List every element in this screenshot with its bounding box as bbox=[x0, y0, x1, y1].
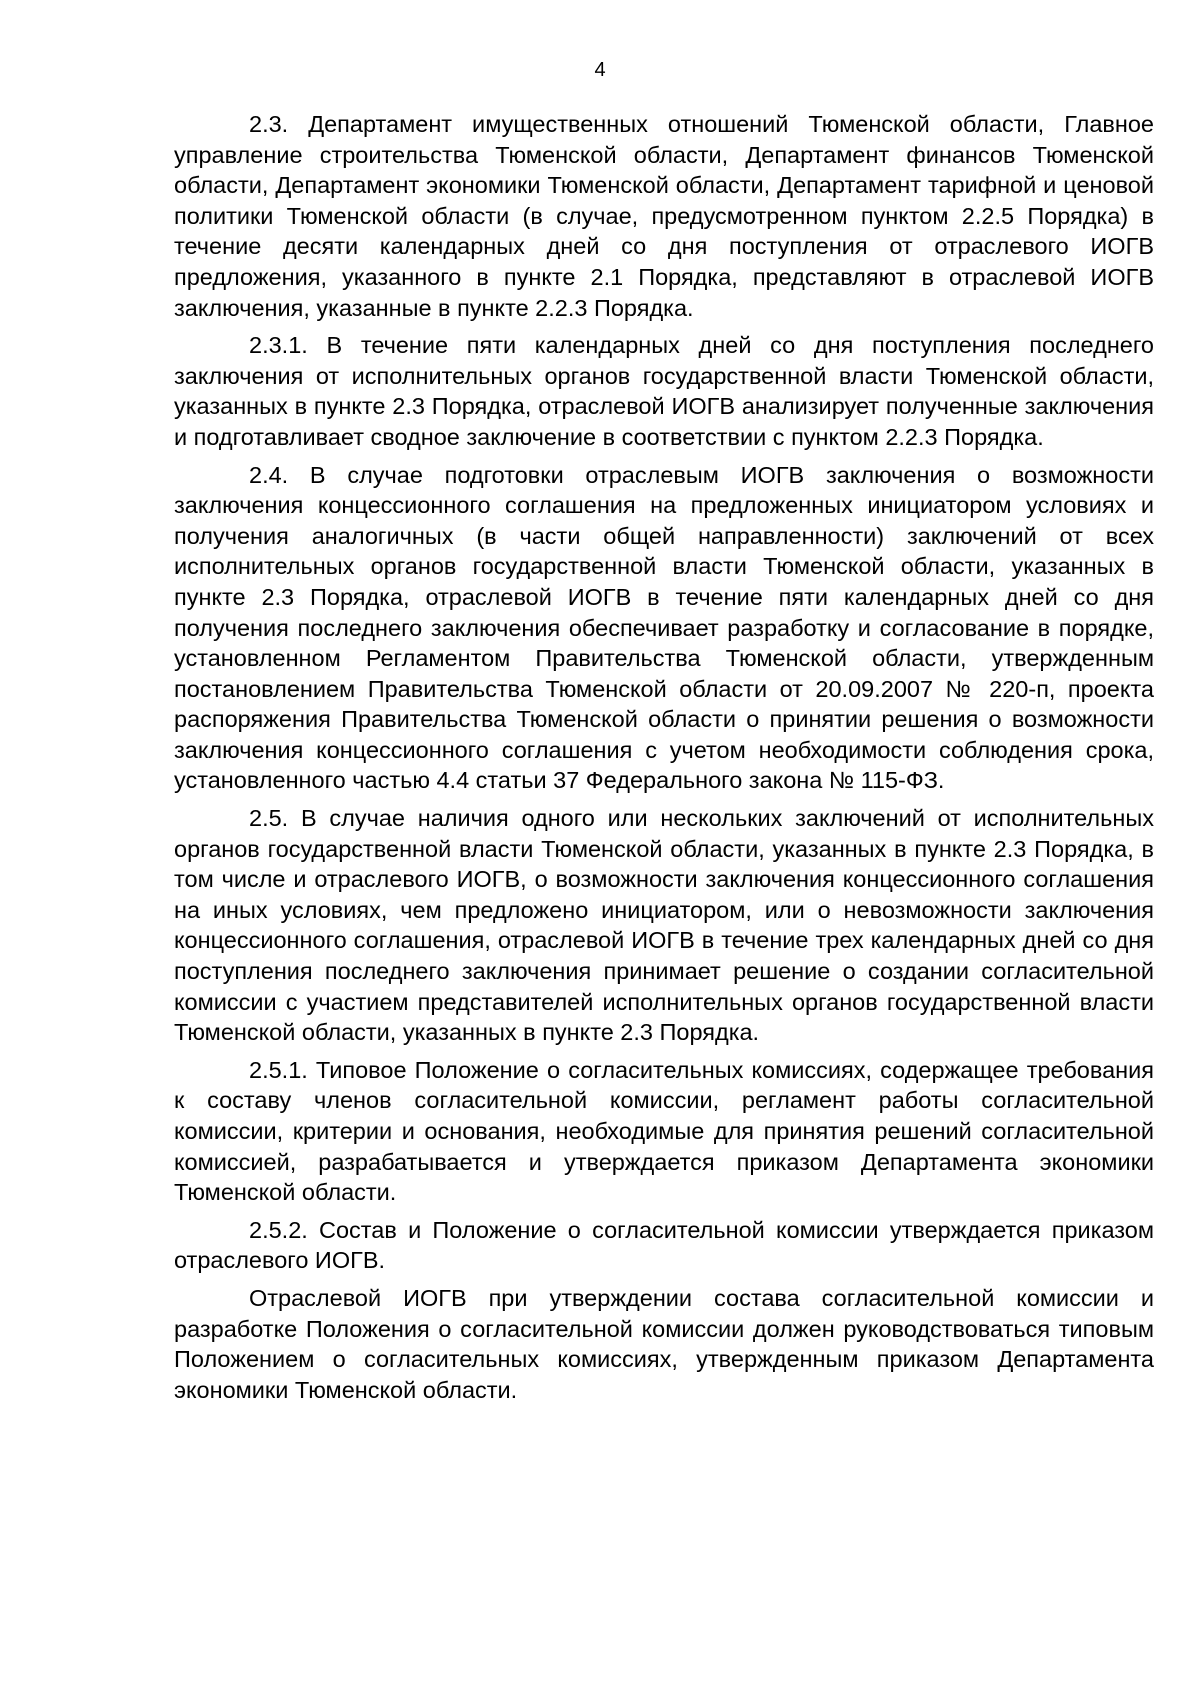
paragraph-2-4: 2.4. В случае подготовки отраслевым ИОГВ заключения о возможности заключения концессионного соглашения на предложенных инициатором условиях и получения аналогичных (в части общей направленности) заключений от всех исполнительных органов государственной власти Тюменской области, указанных в пункте 2.3 Порядка, отраслевой ИОГВ в течение пяти календарных дней со дня получения последнего заключения обеспечивает разработку и согласование в порядке, установленном Регламентом Правительства Тюменской области, утвержденным постановлением Правительства Тюменской области от 20.09.2007 № 220-п, проекта распоряжения Правительства Тюменской области о принятии решения о возможности заключения концессионного соглашения с учетом необходимости соблюдения срока, установленного частью 4.4 статьи 37 Федерального закона № 115-ФЗ. bbox=[174, 461, 1154, 794]
paragraph-2-5-2-continuation: Отраслевой ИОГВ при утверждении состава согласительной комиссии и разработке Положения о согласительной комиссии должен руководствоваться типовым Положением о согласительных комиссиях, утвержденным приказом Департамента экономики Тюменской области. bbox=[174, 1284, 1154, 1403]
paragraph-2-5-2: 2.5.2. Состав и Положение о согласительной комиссии утверждается приказом отраслевого ИОГВ. bbox=[174, 1216, 1154, 1274]
paragraph-2-3: 2.3. Департамент имущественных отношений Тюменской области, Главное управление строительства Тюменской области, Департамент финансов Тюменской области, Департамент экономики Тюменской области, Департамент тарифной и ценовой политики Тюменской области (в случае, предусмотренном пунктом 2.2.5 Порядка) в течение десяти календарных дней со дня поступления от отраслевого ИОГВ предложения, указанного в пункте 2.1 Порядка, представляют в отраслевой ИОГВ заключения, указанные в пункте 2.2.3 Порядка. bbox=[174, 111, 1154, 321]
paragraph-2-5-1: 2.5.1. Типовое Положение о согласительных комиссиях, содержащее требования к составу членов согласительной комиссии, регламент работы согласительной комиссии, критерии и основания, необходимые для принятия решений согласительной комиссией, разрабатывается и утверждается приказом Департамента экономики Тюменской области. bbox=[174, 1056, 1154, 1206]
document-body bbox=[174, 109, 1154, 1412]
paragraph-2-5: 2.5. В случае наличия одного или нескольких заключений от исполнительных органов государственной власти Тюменской области, указанных в пункте 2.3 Порядка, в том числе и отраслевого ИОГВ, о возможности заключения концессионного соглашения на иных условиях, чем предложено инициатором, или о невозможности заключения концессионного соглашения, отраслевой ИОГВ в течение трех календарных дней со дня поступления последнего заключения принимает решение о создании согласительной комиссии с участием представителей исполнительных органов государственной власти Тюменской области, указанных в пункте 2.3 Порядка. bbox=[174, 805, 1154, 1046]
paragraph-2-3-1: 2.3.1. В течение пяти календарных дней со дня поступления последнего заключения от исполнительных органов государственной власти Тюменской области, указанных в пункте 2.3 Порядка, отраслевой ИОГВ анализирует полученные заключения и подготавливает сводное заключение в соответствии с пунктом 2.2.3 Порядка. bbox=[174, 332, 1154, 450]
page-number: 4 bbox=[594, 59, 606, 81]
